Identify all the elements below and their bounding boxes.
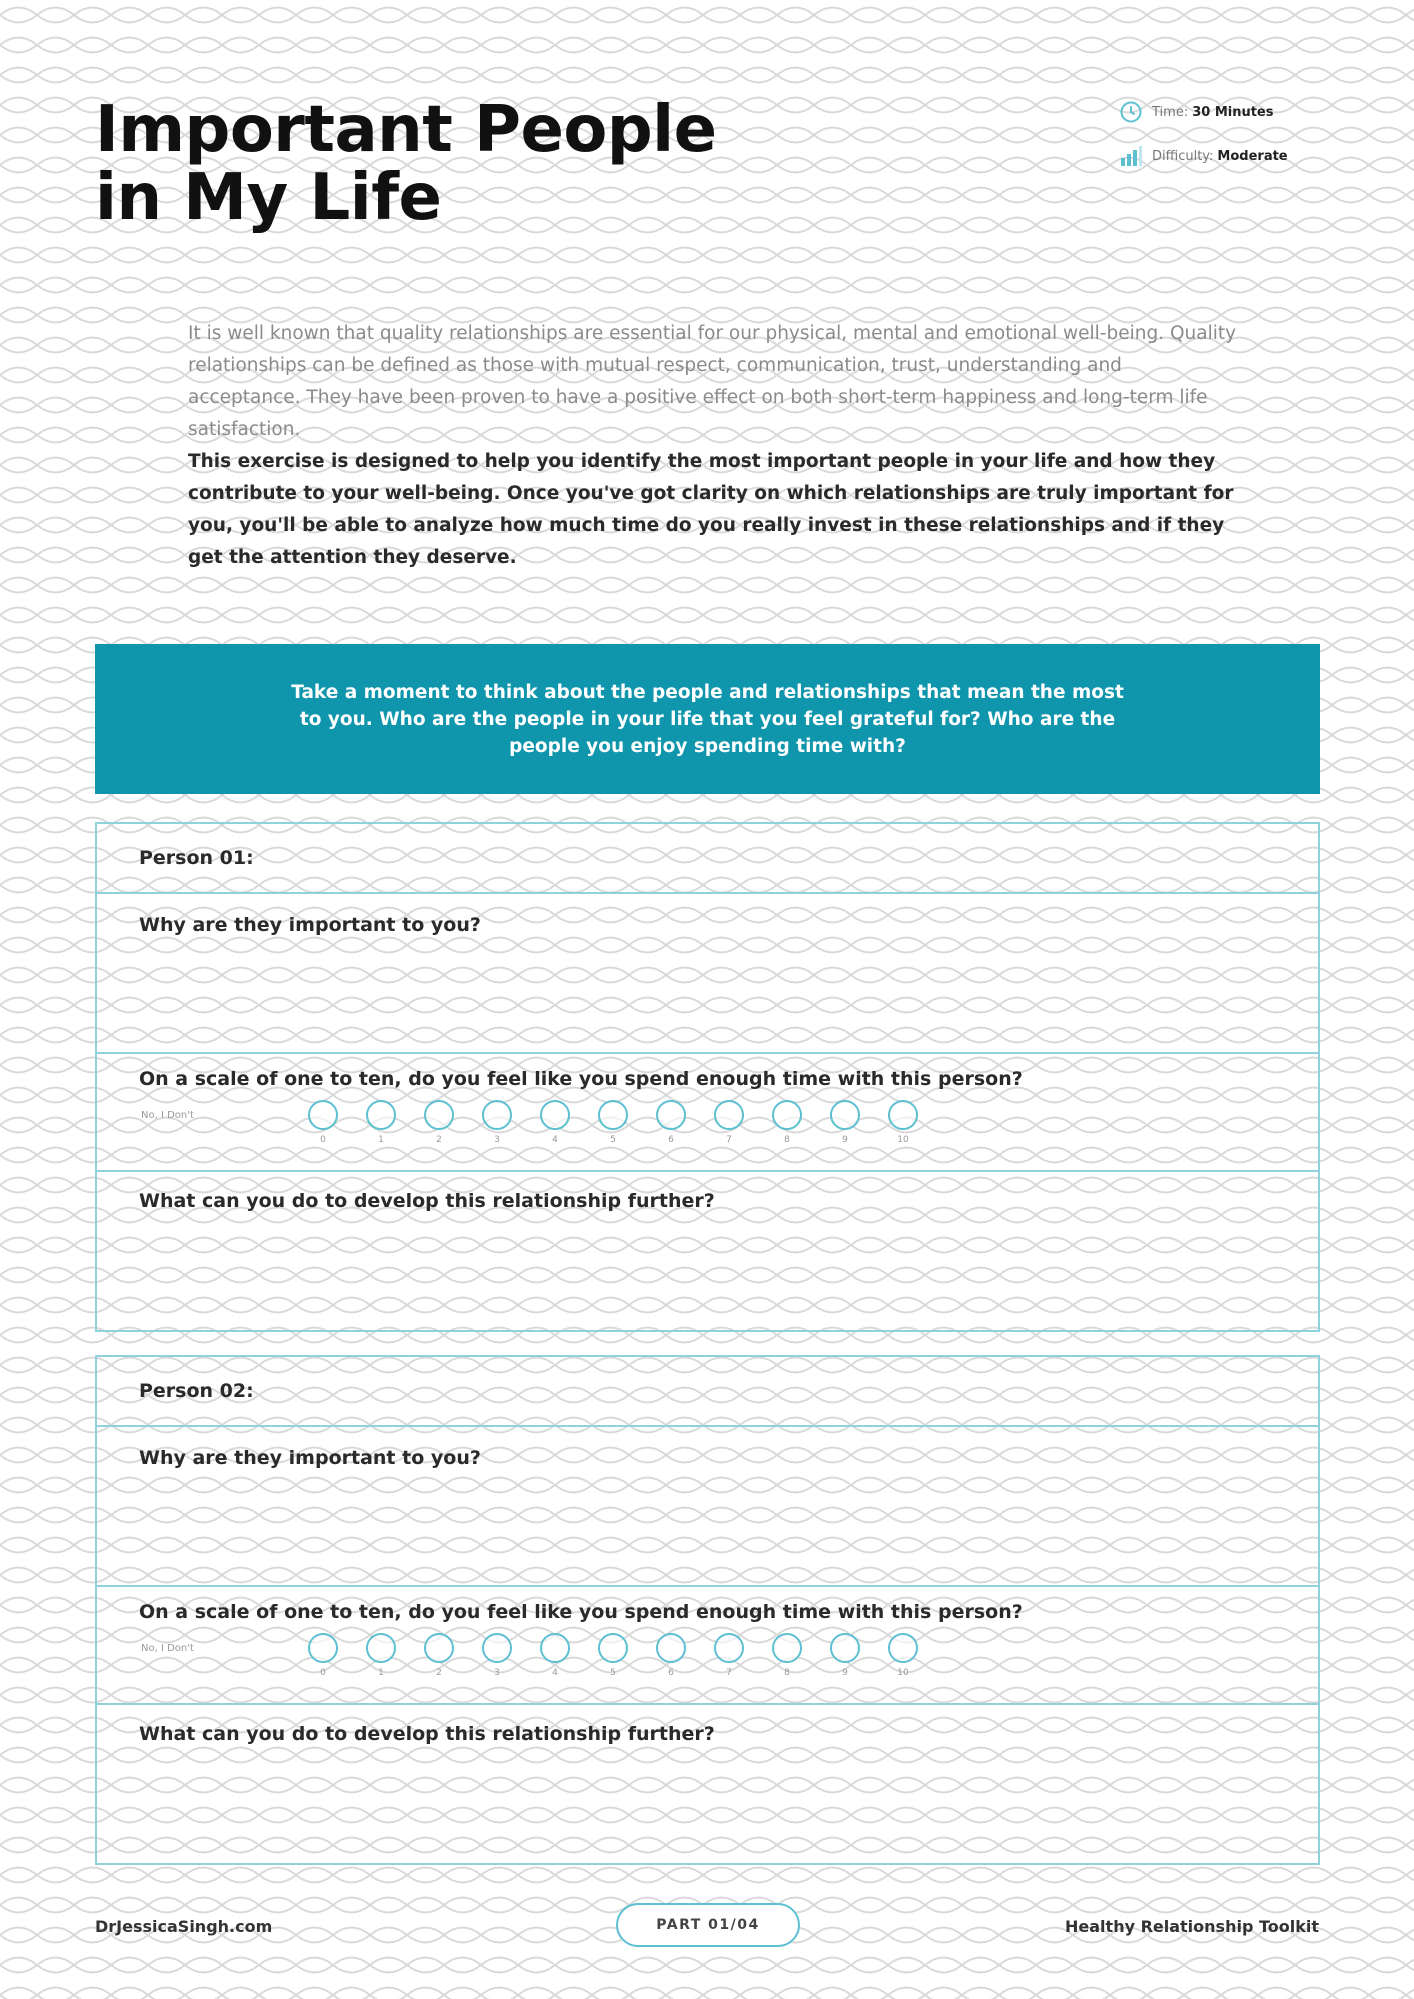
rating-bubble-9[interactable] bbox=[830, 1633, 860, 1663]
footer-toolkit-name: Healthy Relationship Toolkit bbox=[1065, 1917, 1319, 1936]
rating-number: 10 bbox=[897, 1668, 909, 1678]
intro-paragraph-2: This exercise is designed to help you identify the most important people in your life and how they contribute to your well-being. Once you've got clarity on which relationships are truly important for you, you'll be able to analyze how much time do you really invest in these relationships and if they get the attention they deserve. bbox=[188, 451, 1234, 568]
difficulty-label: Difficulty: bbox=[1152, 148, 1214, 164]
rating-number: 0 bbox=[320, 1668, 326, 1678]
rating-bubble-6[interactable] bbox=[656, 1633, 686, 1663]
rating-number: 5 bbox=[610, 1135, 616, 1145]
rating-number: 2 bbox=[436, 1135, 442, 1145]
scale-min-label: No, I Don't bbox=[141, 1110, 194, 1121]
person-name-field[interactable] bbox=[97, 1357, 1318, 1427]
scale-label: On a scale of one to ten, do you feel like you spend enough time with this person? bbox=[139, 1601, 1023, 1623]
rating-bubble-7[interactable] bbox=[714, 1633, 744, 1663]
intro-text bbox=[188, 318, 1240, 574]
part-label: PART 01/04 bbox=[656, 1917, 760, 1933]
difficulty-value: Moderate bbox=[1217, 148, 1288, 164]
rating-bubble-6[interactable] bbox=[656, 1100, 686, 1130]
rating-bubble-8[interactable] bbox=[772, 1100, 802, 1130]
rating-number: 4 bbox=[552, 1135, 558, 1145]
rating-number: 5 bbox=[610, 1668, 616, 1678]
rating-bubble-10[interactable] bbox=[888, 1100, 918, 1130]
rating-number: 4 bbox=[552, 1668, 558, 1678]
rating-bubble-1[interactable] bbox=[366, 1100, 396, 1130]
rating-number: 9 bbox=[842, 1668, 848, 1678]
rating-number: 7 bbox=[726, 1668, 732, 1678]
title-line-2: in My Life bbox=[95, 161, 442, 235]
page-title bbox=[95, 93, 815, 235]
person-label: Person 01: bbox=[139, 847, 254, 869]
clock-icon bbox=[1118, 100, 1144, 124]
develop-label: What can you do to develop this relationship further? bbox=[139, 1723, 715, 1745]
time-label: Time: bbox=[1152, 104, 1189, 120]
rating-bubble-5[interactable] bbox=[598, 1633, 628, 1663]
rating-bubble-1[interactable] bbox=[366, 1633, 396, 1663]
time-row bbox=[1118, 100, 1348, 124]
develop-relationship-field[interactable] bbox=[97, 1705, 1318, 1863]
time-scale-section bbox=[97, 1054, 1318, 1172]
rating-bubble-2[interactable] bbox=[424, 1100, 454, 1130]
rating-bubble-8[interactable] bbox=[772, 1633, 802, 1663]
title-line-1: Important People bbox=[95, 93, 717, 167]
rating-number: 6 bbox=[668, 1135, 674, 1145]
rating-number: 1 bbox=[378, 1668, 384, 1678]
person-card-2 bbox=[95, 1355, 1320, 1865]
prompt-banner bbox=[95, 644, 1320, 794]
rating-scale bbox=[139, 1633, 1276, 1703]
person-name-field[interactable] bbox=[97, 824, 1318, 894]
banner-text: Take a moment to think about the people and relationships that mean the most to you. Who are the people in your life that you feel grateful for? Who are the people you enjoy spending time with? bbox=[291, 681, 1124, 757]
rating-number: 8 bbox=[784, 1668, 790, 1678]
difficulty-row bbox=[1118, 144, 1348, 168]
rating-bubble-3[interactable] bbox=[482, 1100, 512, 1130]
rating-number: 10 bbox=[897, 1135, 909, 1145]
why-important-field[interactable] bbox=[97, 1427, 1318, 1587]
footer-part-badge bbox=[616, 1903, 800, 1947]
rating-bubble-2[interactable] bbox=[424, 1633, 454, 1663]
scale-min-label: No, I Don't bbox=[141, 1643, 194, 1654]
rating-number: 7 bbox=[726, 1135, 732, 1145]
develop-label: What can you do to develop this relationship further? bbox=[139, 1190, 715, 1212]
rating-bubble-4[interactable] bbox=[540, 1633, 570, 1663]
time-scale-section bbox=[97, 1587, 1318, 1705]
intro-paragraph-1: It is well known that quality relationships are essential for our physical, mental and emotional well-being. Quality relationships can be defined as those with mutual respect, communication, trust, understanding and acceptance. They have been proven to have a positive effect on both short-term happiness and long-term life satisfaction. bbox=[188, 323, 1237, 440]
rating-bubble-3[interactable] bbox=[482, 1633, 512, 1663]
rating-bubble-5[interactable] bbox=[598, 1100, 628, 1130]
rating-number: 9 bbox=[842, 1135, 848, 1145]
why-label: Why are they important to you? bbox=[139, 1447, 481, 1469]
why-important-field[interactable] bbox=[97, 894, 1318, 1054]
rating-number: 3 bbox=[494, 1668, 500, 1678]
time-value: 30 Minutes bbox=[1192, 104, 1274, 120]
rating-bubble-0[interactable] bbox=[308, 1633, 338, 1663]
rating-number: 1 bbox=[378, 1135, 384, 1145]
scale-label: On a scale of one to ten, do you feel like you spend enough time with this person? bbox=[139, 1068, 1023, 1090]
why-label: Why are they important to you? bbox=[139, 914, 481, 936]
exercise-meta bbox=[1118, 100, 1348, 188]
footer-website: DrJessicaSingh.com bbox=[95, 1917, 273, 1936]
develop-relationship-field[interactable] bbox=[97, 1172, 1318, 1330]
rating-number: 2 bbox=[436, 1668, 442, 1678]
rating-bubble-7[interactable] bbox=[714, 1100, 744, 1130]
person-card-1 bbox=[95, 822, 1320, 1332]
rating-scale bbox=[139, 1100, 1276, 1170]
rating-bubble-9[interactable] bbox=[830, 1100, 860, 1130]
rating-number: 8 bbox=[784, 1135, 790, 1145]
person-label: Person 02: bbox=[139, 1380, 254, 1402]
rating-number: 0 bbox=[320, 1135, 326, 1145]
rating-bubble-4[interactable] bbox=[540, 1100, 570, 1130]
bar-chart-icon bbox=[1118, 144, 1144, 168]
rating-number: 3 bbox=[494, 1135, 500, 1145]
rating-number: 6 bbox=[668, 1668, 674, 1678]
rating-bubble-0[interactable] bbox=[308, 1100, 338, 1130]
rating-bubble-10[interactable] bbox=[888, 1633, 918, 1663]
